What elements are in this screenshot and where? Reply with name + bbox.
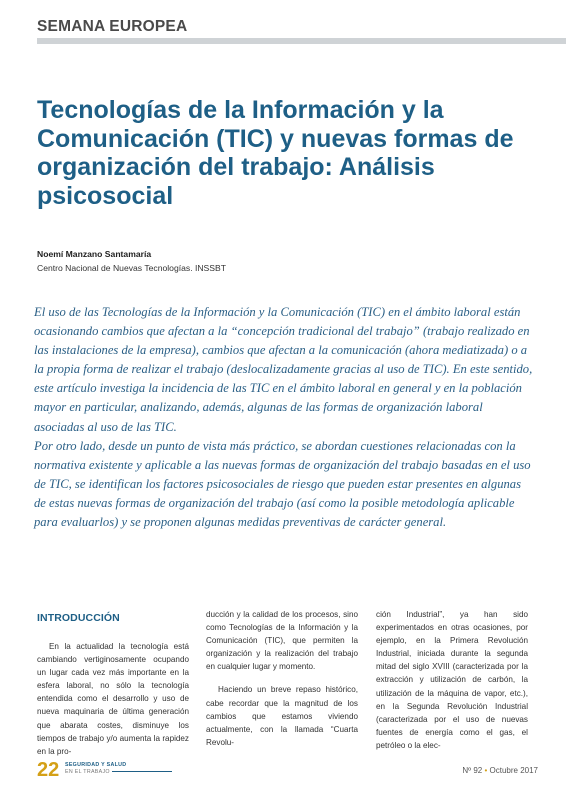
body-paragraph: Haciendo un breve repaso histórico, cabe recordar que la magnitud de los cambios que estamos viviendo actualmente, con la llamada “Cuarta Revolu- — [206, 685, 358, 747]
page-number: 22 — [37, 759, 60, 781]
magazine-logo — [65, 762, 172, 776]
issue-date: Octubre 2017 — [489, 766, 538, 775]
author-name: Noemí Manzano Santamaría — [37, 249, 152, 259]
abstract-paragraph: El uso de las Tecnologías de la Información y la Comunicación (TIC) en el ámbito laboral están ocasionando cambios que afectan a la “concepción tradicional del trabajo” (trabajo realizado en las instalaciones de la empresa), cambios que afectan a la comunicación (ahora mediatizada) o a la propia forma de realizar el trabajo (deslocalizadamente gracias al uso de TIC). En este sentido, este artículo investiga la incidencia de las TIC en el ámbito laboral en general y en la población mayor en particular, analizando, además, algunas de las formas de organización laboral asociadas al uso de las TIC. — [34, 305, 533, 434]
section-label: SEMANA EUROPEA — [37, 18, 188, 35]
article-title: Tecnologías de la Información y la Comunicación (TIC) y nuevas formas de organización del trabajo: Análisis psicosocial — [37, 96, 514, 210]
body-paragraph: En la actualidad la tecnología está cambiando vertiginosamente ocupando un lugar cada vez más importante en la esfera laboral, no sólo la tecnología entendida como el desarrollo y uso de nueva maquinaria de última generación que abarata costes, disminuye los tiempos de trabajo y/o aumenta la rapidez en la pro- — [37, 642, 189, 756]
body-column-1 — [37, 640, 189, 768]
issue-number: Nº 92 — [462, 766, 483, 775]
issue-separator: • — [484, 766, 488, 775]
magazine-logo-line2 — [65, 769, 172, 776]
author-affiliation: Centro Nacional de Nuevas Tecnologías. INSSBT — [37, 263, 227, 273]
abstract-paragraph: Por otro lado, desde un punto de vista más práctico, se abordan cuestiones relacionadas con la normativa existente y aplicable a las nuevas formas de organización del trabajo basadas en el uso de TIC, se identifican los factores psicosociales de riesgo que pueden estar presentes en algunas de estas nuevas formas de organización del trabajo (así como la posible metodología aplicable para evaluarlos) y se proponen algunas medidas preventivas de carácter general. — [34, 438, 531, 530]
body-paragraph: ducción y la calidad de los procesos, sino como Tecnologías de la Información y la Comunicación (TIC), que permiten la organización y la realización del trabajo en cualquier lugar y momento. — [206, 610, 358, 672]
body-column-2 — [206, 608, 358, 759]
body-column-3 — [376, 608, 528, 762]
magazine-logo-line2-text: EN EL TRABAJO — [65, 769, 110, 775]
section-divider — [37, 38, 566, 44]
logo-rule — [112, 771, 172, 772]
abstract — [34, 303, 534, 532]
section-heading-introduccion: INTRODUCCIÓN — [37, 612, 120, 624]
body-paragraph: ción Industrial”, ya han sido experimentados en otras ocasiones, por ejemplo, en la Primera Revolución Industrial, iniciada durante la segunda mitad del siglo XVIII (caracterizada por la extracción y utilización de carbón, la utilización de la máquina de vapor, etc.), en la Segunda Revolución Industrial (caracterizada por el uso de nuevas fuentes de energía como el gas, el petróleo o la elec- — [376, 610, 528, 750]
magazine-logo-line1: SEGURIDAD Y SALUD — [65, 762, 127, 768]
issue-info — [462, 766, 538, 775]
